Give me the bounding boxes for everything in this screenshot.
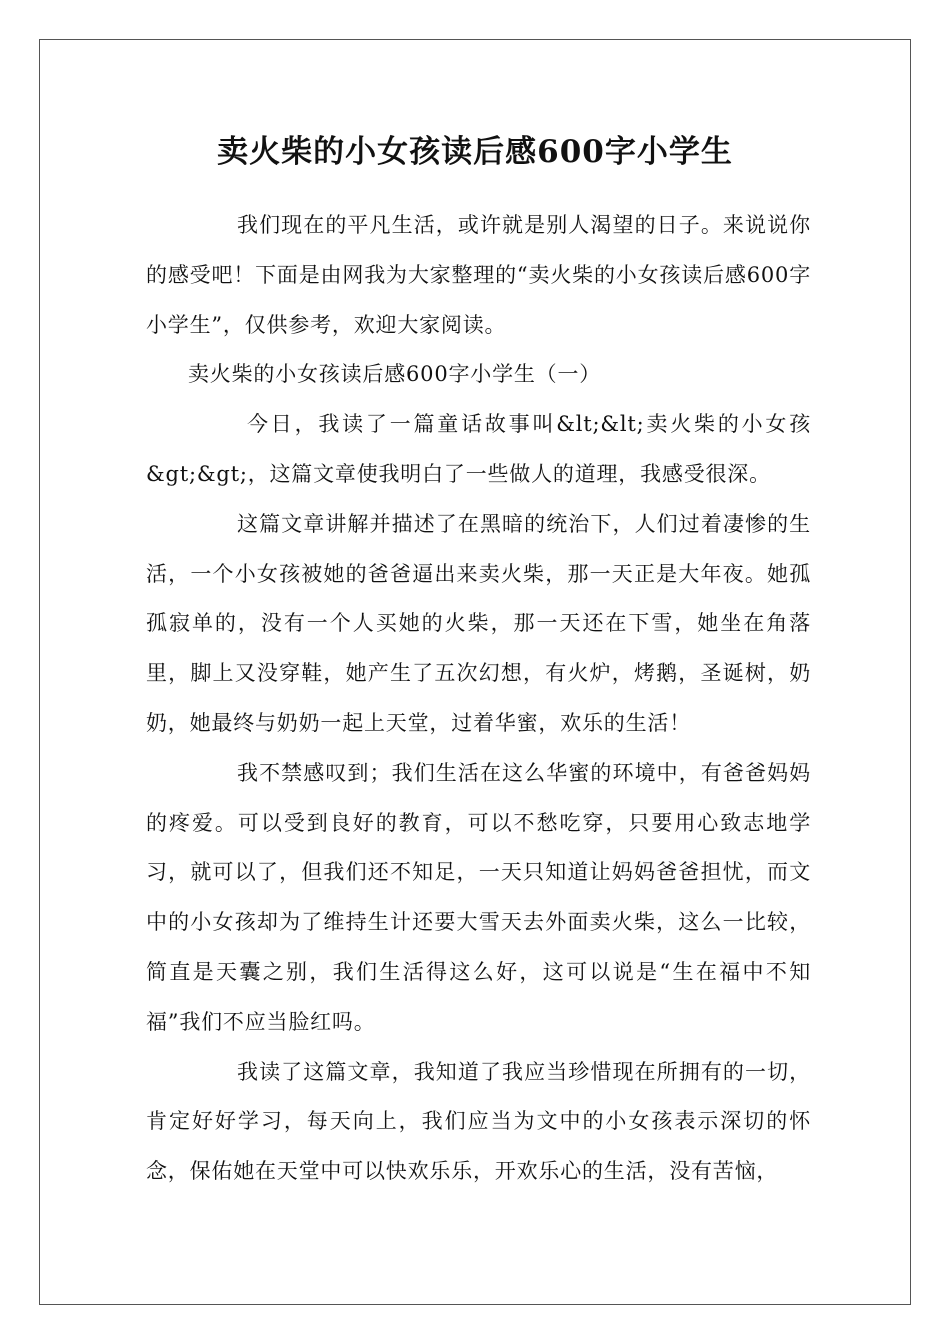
body-paragraph: 我读了这篇文章，我知道了我应当珍惜现在所拥有的一切，肯定好好学习，每天向上，我们应当为文中的小女孩表示深切的怀念，保佑她在天堂中可以快欢乐乐，开欢乐心的生活，没有苦恼，	[146, 1059, 811, 1184]
body-paragraph: 今日，我读了一篇童话故事叫&lt;&lt;卖火柴的小女孩&gt;&gt;，这篇文章使我明白了一些做人的道理，我感受很深。	[146, 412, 811, 486]
document-body	[146, 201, 811, 1197]
body-paragraph: 这篇文章讲解并描述了在黑暗的统治下，人们过着凄惨的生活，一个小女孩被她的爸爸逼出来卖火柴，那一天正是大年夜。她孤孤寂单的，没有一个人买她的火柴，那一天还在下雪，她坐在角落里，脚上又没穿鞋，她产生了五次幻想，有火炉，烤鹅，圣诞树，奶奶，她最终与奶奶一起上天堂，过着华蜜，欢乐的生活！	[146, 511, 811, 735]
body-paragraph: 我不禁感叹到；我们生活在这么华蜜的环境中，有爸爸妈妈的疼爱。可以受到良好的教育，可以不愁吃穿，只要用心致志地学习，就可以了，但我们还不知足，一天只知道让妈妈爸爸担忧，而文中的小女孩却为了维持生计还要大雪天去外面卖火柴，这么一比较，简直是天囊之别，我们生活得这么好，这可以说是“生在福中不知福”我们不应当脸红吗。	[146, 760, 811, 1034]
intro-paragraph: 我们现在的平凡生活，或许就是别人渴望的日子。来说说你的感受吧！下面是由网我为大家整理的“卖火柴的小女孩读后感600字小学生”，仅供参考，欢迎大家阅读。	[146, 213, 811, 337]
document-title: 卖火柴的小女孩读后感600字小学生	[217, 134, 733, 170]
section-heading: 卖火柴的小女孩读后感600字小学生（一）	[188, 362, 602, 387]
